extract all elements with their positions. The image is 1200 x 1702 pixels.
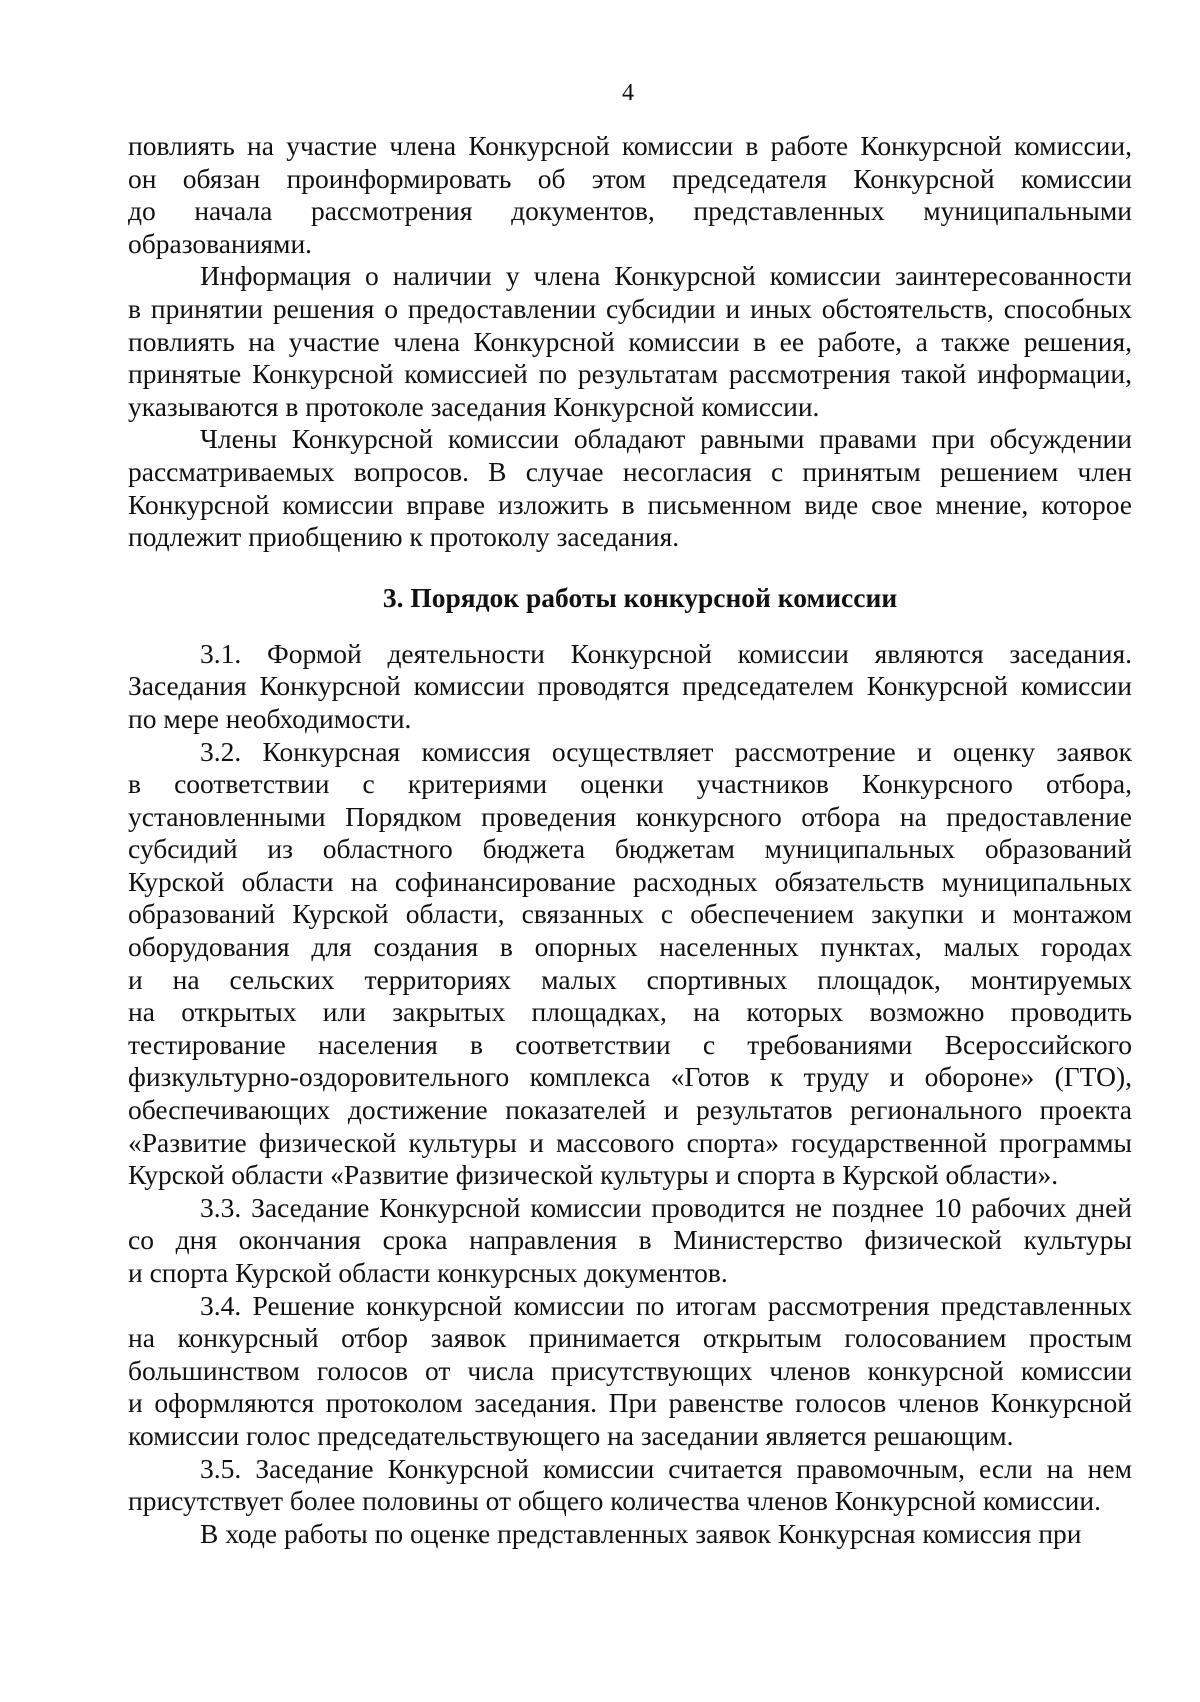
page-number: 4 (622, 80, 634, 106)
text-line: большинством голосов от числа присутствующих членов конкурсной комиссии (128, 1354, 1132, 1386)
text-line: в принятии решения о предоставлении субсидии и иных обстоятельств, способных (128, 292, 1132, 324)
text-line: рассматриваемых вопросов. В случае несогласия с принятым решением член (128, 455, 1132, 487)
text-line: тестирование населения в соответствии с требованиями Всероссийского (128, 1028, 1132, 1060)
text-line: и спорта Курской области конкурсных документов. (128, 1257, 728, 1288)
text-line: обеспечивающих достижение показателей и результатов регионального проекта (128, 1094, 1132, 1126)
paragraph (128, 638, 1132, 736)
text-line: Заседания Конкурсной комиссии проводятся председателем Конкурсной комиссии (128, 670, 1132, 702)
paragraph (128, 1192, 1132, 1290)
text-line: образований Курской области, связанных с обеспечением закупки и монтажом (128, 898, 1132, 930)
paragraph (128, 1518, 1132, 1551)
text-line: на открытых или закрытых площадках, на которых возможно проводить (128, 996, 1132, 1028)
text-line: повлиять на участие члена Конкурсной комиссии в ее работе, а также решения, (128, 325, 1132, 357)
text-line: он обязан проинформировать об этом председателя Конкурсной комиссии (128, 162, 1132, 194)
document-body (128, 130, 1132, 1550)
text-line: установленными Порядком проведения конкурсного отбора на предоставление (128, 800, 1132, 832)
text-line: повлиять на участие члена Конкурсной комиссии в работе Конкурсной комиссии, (128, 130, 1132, 161)
text-line: Члены Конкурсной комиссии обладают равными правами при обсуждении (200, 423, 1132, 455)
text-line: Конкурсной комиссии вправе изложить в письменном виде свое мнение, которое (128, 488, 1132, 520)
text-line: физкультурно-оздоровительного комплекса «Готов к труду и обороне» (ГТО), (128, 1061, 1132, 1093)
paragraph (128, 1290, 1132, 1453)
text-line: указываются в протоколе заседания Конкурсной комиссии. (128, 390, 820, 422)
paragraph (128, 130, 1132, 260)
text-line: Информация о наличии у члена Конкурсной комиссии заинтересованности (200, 260, 1132, 292)
paragraph (128, 736, 1132, 1192)
text-line: 3.4. Решение конкурсной комиссии по итогам рассмотрения представленных (200, 1289, 1132, 1321)
text-line: 3.2. Конкурсная комиссия осуществляет рассмотрение и оценку заявок (200, 735, 1132, 767)
text-line: в соответствии с критериями оценки участников Конкурсного отбора, (128, 768, 1132, 800)
text-line: 3.5. Заседание Конкурсной комиссии считается правомочным, если на нем (200, 1452, 1132, 1484)
text-line: и на сельских территориях малых спортивных площадок, монтируемых (128, 963, 1132, 995)
text-line: 3.1. Формой деятельности Конкурсной комиссии являются заседания. (200, 637, 1132, 669)
text-line: 3.3. Заседание Конкурсной комиссии проводится не позднее 10 рабочих дней (200, 1191, 1132, 1223)
text-line: подлежит приобщению к протоколу заседания. (128, 521, 680, 553)
text-line: оборудования для создания в опорных населенных пунктах, малых городах (128, 931, 1132, 963)
text-line: В ходе работы по оценке представленных заявок Конкурсная комиссия при (200, 1517, 1082, 1549)
paragraphs-before-heading (128, 130, 1132, 554)
text-line: субсидий из областного бюджета бюджетам муниципальных образований (128, 833, 1132, 865)
text-line: присутствует более половины от общего количества членов Конкурсной комиссии. (128, 1485, 1101, 1517)
text-line: Курской области на софинансирование расходных обязательств муниципальных (128, 865, 1132, 897)
paragraph (128, 423, 1132, 553)
text-line: «Развитие физической культуры и массового спорта» государственной программы (128, 1126, 1132, 1158)
text-line: по мере необходимости. (128, 702, 412, 734)
paragraphs-after-heading (128, 638, 1132, 1551)
text-line: образованиями. (128, 227, 313, 259)
paragraph (128, 1453, 1132, 1518)
text-line: и оформляются протоколом заседания. При равенстве голосов членов Конкурсной (128, 1387, 1132, 1419)
text-line: комиссии голос председательствующего на заседании является решающим. (128, 1419, 1014, 1451)
paragraph (128, 260, 1132, 423)
text-line: на конкурсный отбор заявок принимается открытым голосованием простым (128, 1322, 1132, 1354)
text-line: Курской области «Развитие физической культуры и спорта в Курской области». (128, 1159, 1059, 1191)
text-line: со дня окончания срока направления в Министерство физической культуры (128, 1224, 1132, 1256)
text-line: принятые Конкурсной комиссией по результатам рассмотрения такой информации, (128, 358, 1132, 390)
section-heading: 3. Порядок работы конкурсной комиссии (382, 581, 898, 613)
text-line: до начала рассмотрения документов, представленных муниципальными (128, 195, 1132, 227)
